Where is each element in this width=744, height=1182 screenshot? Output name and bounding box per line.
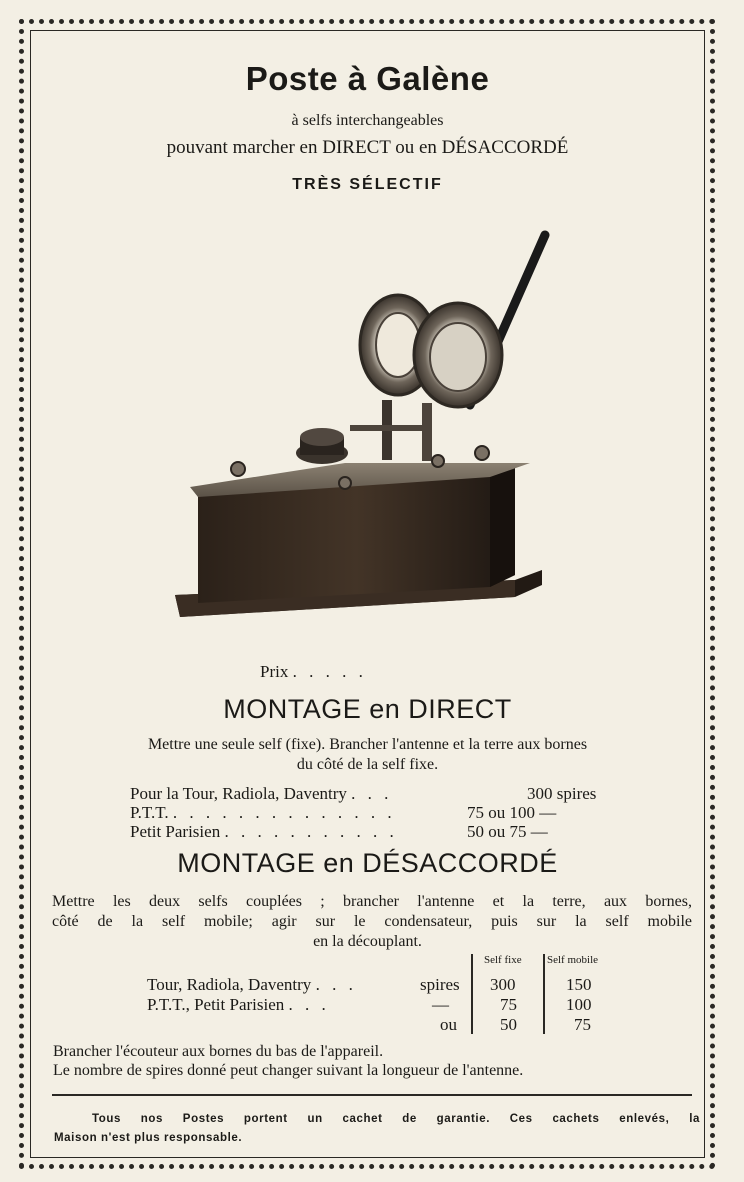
desac-row-tour: Tour, Radiola, Daventry . . . bbox=[147, 975, 357, 994]
desac-row-ptt-mobile: 100 bbox=[566, 995, 592, 1014]
footer-line-1: Tous nos Postes portent un cachet de garantie. Ces cachets enlevés, la bbox=[92, 1113, 700, 1125]
desac-row-ou-unit: ou bbox=[440, 1015, 457, 1034]
desac-row-ptt: P.T.T., Petit Parisien . . . bbox=[147, 995, 330, 1014]
desaccorde-instruction-3: en la découplant. bbox=[313, 933, 422, 950]
direct-instruction-2: du côté de la self fixe. bbox=[296, 756, 439, 773]
note-spires: Le nombre de spires donné peut changer suivant la longueur de l'antenne. bbox=[53, 1062, 524, 1079]
desaccorde-instruction-2: côté de la self mobile; agir sur le condensateur, puis sur la self mobile bbox=[52, 913, 692, 930]
footer-guarantee bbox=[54, 1110, 700, 1148]
subtitle-modes: pouvant marcher en DIRECT ou en DÉSACCORDÉ bbox=[166, 137, 569, 158]
direct-row-ptt: P.T.T. . . . . . . . . . . . . . . bbox=[130, 803, 396, 822]
footer-line-2: Maison n'est plus responsable. bbox=[54, 1132, 243, 1144]
subtitle-selectif: TRÈS SÉLECTIF bbox=[292, 176, 443, 193]
desaccorde-instruction-1: Mettre les deux selfs couplées ; brancher l'antenne et la terre, aux bornes, bbox=[52, 893, 692, 910]
heading-direct: MONTAGE en DIRECT bbox=[223, 694, 512, 724]
table-divider-left bbox=[471, 954, 473, 1034]
price-line bbox=[260, 662, 367, 682]
table-divider-right bbox=[543, 954, 545, 1034]
desac-row-ptt-fixe: 75 bbox=[500, 995, 517, 1014]
desac-row-ou-mobile: 75 bbox=[574, 1015, 591, 1034]
subtitle-interchangeable: à selfs interchangeables bbox=[291, 112, 444, 129]
crystal-radio-illustration bbox=[170, 225, 560, 635]
price-label: Prix bbox=[260, 662, 289, 681]
price-dots: . . . . . bbox=[292, 662, 367, 681]
direct-row-ptt-value: 75 ou 100 — bbox=[467, 803, 557, 822]
note-ecouteur: Brancher l'écouteur aux bornes du bas de l'appareil. bbox=[53, 1043, 384, 1060]
direct-row-tour-value: 300 spires bbox=[527, 784, 597, 803]
desac-row-ou-fixe: 50 bbox=[500, 1015, 517, 1034]
page-title: Poste à Galène bbox=[245, 60, 490, 97]
direct-row-parisien: Petit Parisien . . . . . . . . . . . bbox=[130, 822, 398, 841]
desac-row-ptt-unit: — bbox=[432, 995, 449, 1014]
col-header-self-fixe: Self fixe bbox=[484, 954, 522, 966]
desac-row-tour-fixe: 300 bbox=[490, 975, 516, 994]
col-header-self-mobile: Self mobile bbox=[547, 954, 599, 966]
footer-rule bbox=[52, 1094, 692, 1096]
desac-row-tour-unit: spires bbox=[420, 975, 460, 994]
desac-row-tour-mobile: 150 bbox=[566, 975, 592, 994]
direct-instruction-1: Mettre une seule self (fixe). Brancher l'antenne et la terre aux bornes bbox=[147, 736, 588, 753]
direct-row-tour: Pour la Tour, Radiola, Daventry . . . bbox=[130, 784, 393, 803]
heading-desaccorde: MONTAGE en DÉSACCORDÉ bbox=[177, 848, 558, 878]
direct-row-parisien-value: 50 ou 75 — bbox=[467, 822, 548, 841]
